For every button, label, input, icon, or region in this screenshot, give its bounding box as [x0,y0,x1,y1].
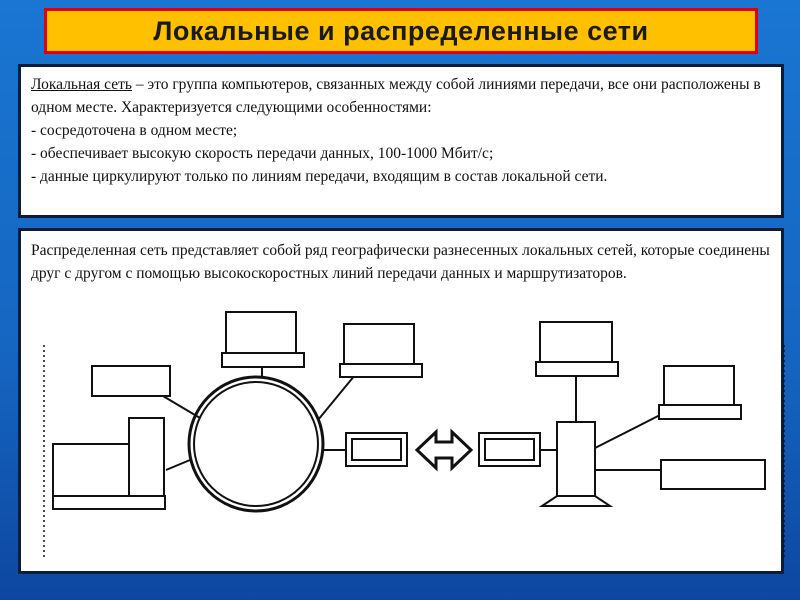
local-network-term: Локальная сеть [31,76,132,93]
distributed-network-text: Распределенная сеть представляет собой ряд географически разнесенных локальных сетей, которые соединены друг с другом с помощью высокоскоростных линий передачи данных и маршрутизаторов. [31,242,770,282]
slide-title: Локальные и распределенные сети [153,15,649,46]
computer-base [340,364,422,377]
router-right-inner [485,439,534,460]
computer-monitor [664,366,734,405]
connection-line [163,396,200,418]
connection-line [166,460,190,470]
router-left-inner [352,439,401,460]
server-stand [53,496,165,509]
hub-tower [557,422,595,496]
server-tower [129,418,164,496]
workstation-box [92,366,170,396]
computer-base [659,405,741,419]
computer-monitor [344,324,414,364]
double-arrow-icon [417,432,471,468]
connection-line [595,414,662,448]
feature-item: - сосредоточена в одном месте; [31,122,238,139]
connection-line [318,375,355,420]
computer-base [222,353,304,367]
feature-item: - данные циркулируют только по линиям передачи, входящим в состав локальной сети. [31,168,608,185]
hub-stand [542,496,610,506]
local-network-definition-text: – это группа компьютеров, связанных между собой линиями передачи, все они расположены в одном месте. Характеризуется следующими особенностями: [31,76,761,116]
feature-item: - обеспечивает высокую скорость передачи данных, 100-1000 Мбит/с; [31,145,494,162]
computer-base [536,362,618,376]
computer-monitor [540,322,612,362]
computer-monitor [226,312,296,353]
workstation-box [661,460,765,489]
ring-network-inner [194,382,318,506]
